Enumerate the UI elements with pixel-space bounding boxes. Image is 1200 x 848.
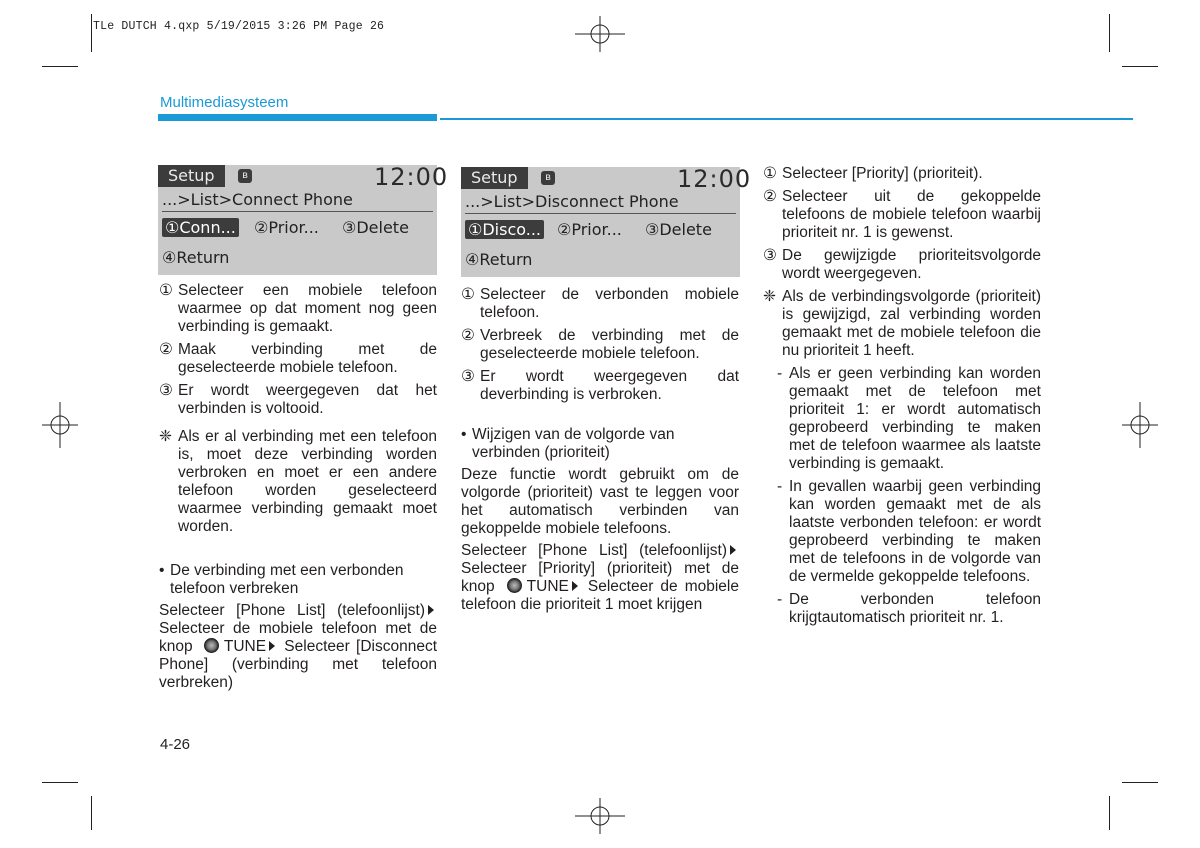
dash-item: - In gevallen waarbij geen verbinding kan worden gemaakt met de als laatste verbonden telefoon: er wordt geprobeerd verbinding te maken met de telefoons in de volgorde van de vermelde gekoppelde telefoons.	[777, 478, 1041, 585]
section-title: Multimediasysteem	[160, 94, 289, 111]
bullet-heading: • De verbinding met een verbonden telefoon verbreken	[159, 562, 404, 597]
step-item: ② Verbreek de verbinding met de geselecteerde mobiele telefoon.	[461, 327, 739, 362]
registration-mark-left	[40, 400, 80, 450]
column-3	[763, 165, 1041, 632]
column-2	[461, 286, 739, 614]
arrow-right-icon	[428, 605, 434, 615]
option-priority: ②Prior...	[557, 220, 622, 239]
page-number: 4-26	[160, 736, 191, 753]
step-item: ① Selecteer [Priority] (prioriteit).	[763, 165, 983, 182]
step-item: ② Selecteer uit de gekoppelde telefoons de mobiele telefoon waarbij prioriteit nr. 1 is gewenst.	[763, 188, 1041, 241]
description-paragraph: Deze functie wordt gebruikt om de volgorde (prioriteit) vast te leggen voor het automatisch verbinden van gekoppelde mobiele telefoons.	[461, 466, 739, 537]
option-return: ④Return	[465, 250, 533, 269]
print-slug: TLe DUTCH 4.qxp 5/19/2015 3:26 PM Page 26	[93, 20, 385, 33]
screen-path: ...>List>Connect Phone	[162, 190, 353, 209]
registration-mark-top	[575, 14, 625, 54]
note-item: ❈ Als er al verbinding met een telefoon is, moet deze verbinding worden verbroken en moet er een andere telefoon worden geselecteerd waarmee verbinding gemaakt moet worden.	[159, 428, 437, 535]
registration-mark-bottom	[575, 796, 625, 836]
bluetooth-icon: ʙ	[541, 171, 555, 185]
option-connect: ①Conn...	[162, 218, 239, 237]
tune-knob-icon	[507, 578, 522, 593]
dash-item: - De verbonden telefoon krijgtautomatisch prioriteit nr. 1.	[777, 591, 1041, 626]
crop-mark	[1109, 14, 1110, 52]
option-priority: ②Prior...	[254, 218, 319, 237]
arrow-right-icon	[572, 581, 578, 591]
step-item: ① Selecteer de verbonden mobiele telefoon.	[461, 286, 739, 321]
option-delete: ③Delete	[342, 218, 409, 237]
step-item: ③ De gewijzigde prioriteitsvolgorde wordt weergegeven.	[763, 247, 1041, 282]
crop-mark	[91, 14, 92, 52]
step-item: ② Maak verbinding met de geselecteerde mobiele telefoon.	[159, 341, 437, 376]
crop-mark	[1122, 782, 1158, 783]
bullet-heading: • Wijzigen van de volgorde van verbinden (prioriteit)	[461, 426, 675, 461]
note-item: ❈ Als de verbindingsvolgorde (prioriteit) is gewijzigd, zal verbinding worden gemaakt met de mobiele telefoon die nu prioriteit 1 heeft.	[763, 288, 1041, 359]
step-item: ③ Er wordt weergegeven dat het verbinden is voltooid.	[159, 382, 437, 417]
arrow-right-icon	[269, 641, 275, 651]
crop-mark	[1109, 796, 1110, 830]
instruction-paragraph: Selecteer [Phone List] (telefoonlijst)Selecteer [Priority] (prioriteit) met de knop TUNE Selecteer de mobiele telefoon die prioriteit 1 moet krijgen	[461, 542, 739, 613]
header-rule-thin	[440, 118, 1133, 120]
tune-knob-icon	[204, 638, 219, 653]
option-disconnect: ①Disco...	[465, 220, 544, 239]
registration-mark-right	[1120, 400, 1160, 450]
screen-tab-setup: Setup	[158, 165, 225, 187]
screen-clock: 12:00	[677, 165, 752, 193]
dash-item: - Als er geen verbinding kan worden gemaakt met de telefoon met prioriteit 1: er wordt automatisch geprobeerd verbinding te maken met de telefoon waarmee als laatste verbinding is gemaakt.	[777, 365, 1041, 472]
screen-tab-setup: Setup	[461, 167, 528, 189]
crop-mark	[42, 782, 78, 783]
step-item: ③ Er wordt weergegeven dat deverbinding is verbroken.	[461, 368, 739, 403]
header-rule-thick	[158, 114, 437, 121]
crop-mark	[42, 66, 78, 67]
step-item: ① Selecteer een mobiele telefoon waarmee op dat moment nog geen verbinding is gemaakt.	[159, 282, 437, 335]
column-1	[159, 282, 437, 692]
arrow-right-icon	[730, 545, 736, 555]
screen-divider	[465, 213, 736, 214]
instruction-paragraph: Selecteer [Phone List] (telefoonlijst) Selecteer de mobiele telefoon met de knop TUNE Selecteer [Disconnect Phone] (verbinding met telefoon verbreken)	[159, 602, 438, 691]
screen-clock: 12:00	[374, 163, 449, 191]
crop-mark	[91, 796, 92, 830]
screen-disconnect-phone	[461, 165, 752, 277]
screen-divider	[162, 211, 433, 212]
screen-path: ...>List>Disconnect Phone	[465, 192, 679, 211]
option-return: ④Return	[162, 248, 230, 267]
bluetooth-icon: ʙ	[238, 169, 252, 183]
crop-mark	[1122, 66, 1158, 67]
option-delete: ③Delete	[645, 220, 712, 239]
screen-connect-phone	[158, 163, 449, 275]
